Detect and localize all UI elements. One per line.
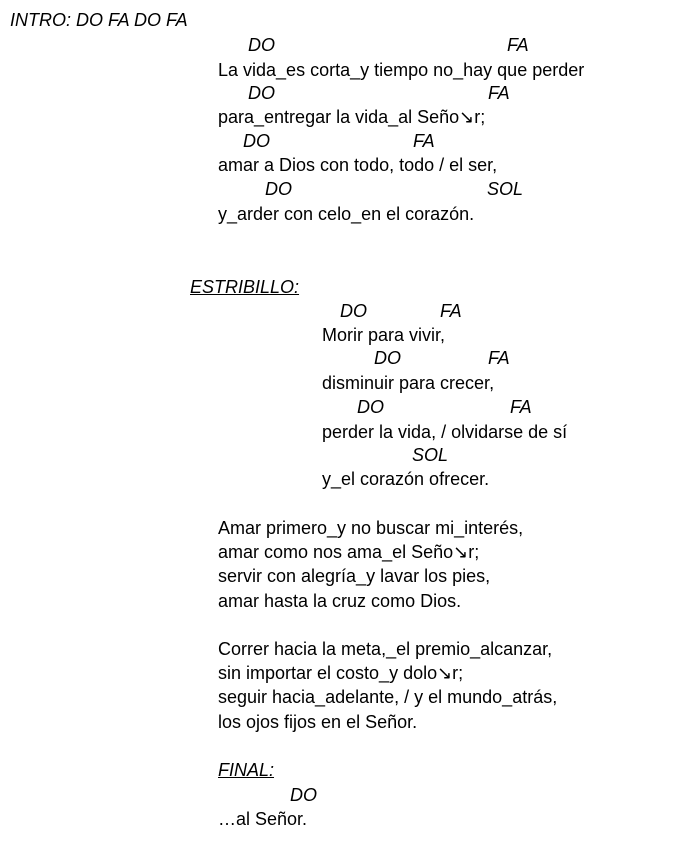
lyric-line: amar a Dios con todo, todo / el ser, <box>218 155 498 175</box>
chord: DO <box>248 35 275 55</box>
chord: FA <box>413 131 435 151</box>
chord: DO <box>374 348 401 368</box>
chord: FA <box>510 397 532 417</box>
lyric-line: y_arder con celo_en el corazón. <box>218 204 475 224</box>
chord: SOL <box>487 179 524 199</box>
final-heading: FINAL: <box>218 760 275 780</box>
chord: FA <box>507 35 529 55</box>
lyric-line: servir con alegría_y lavar los pies, <box>218 566 491 586</box>
chord: FA <box>440 301 462 321</box>
lyric-line: Correr hacia la meta,_el premio_alcanzar, <box>218 639 553 659</box>
chord: DO <box>248 83 275 103</box>
lyric-line: Morir para vivir, <box>322 325 446 345</box>
lyric-line: perder la vida, / olvidarse de sí <box>322 422 568 442</box>
chord: SOL <box>412 445 449 465</box>
lyric-line: sin importar el costo_y dolo↘r; <box>218 663 464 683</box>
intro-line: INTRO: DO FA DO FA <box>10 10 188 30</box>
chord: FA <box>488 348 510 368</box>
lyric-line: amar hasta la cruz como Dios. <box>218 591 462 611</box>
lyric-line: Amar primero_y no buscar mi_interés, <box>218 518 524 538</box>
lyric-line: …al Señor. <box>218 809 308 829</box>
chord: FA <box>488 83 510 103</box>
estribillo-heading: ESTRIBILLO: <box>190 277 300 297</box>
lyric-line: disminuir para crecer, <box>322 373 495 393</box>
chord: DO <box>265 179 292 199</box>
chord: DO <box>340 301 367 321</box>
lyric-line: La vida_es corta_y tiempo no_hay que perder <box>218 60 585 80</box>
chord: DO <box>290 785 317 805</box>
chord: DO <box>243 131 270 151</box>
lyric-line: amar como nos ama_el Seño↘r; <box>218 542 480 562</box>
lyric-line: seguir hacia_adelante, / y el mundo_atrás, <box>218 687 558 707</box>
lyric-line: y_el corazón ofrecer. <box>322 469 490 489</box>
lyric-line: para_entregar la vida_al Seño↘r; <box>218 107 486 127</box>
lyric-line: los ojos fijos en el Señor. <box>218 712 418 732</box>
chord: DO <box>357 397 384 417</box>
